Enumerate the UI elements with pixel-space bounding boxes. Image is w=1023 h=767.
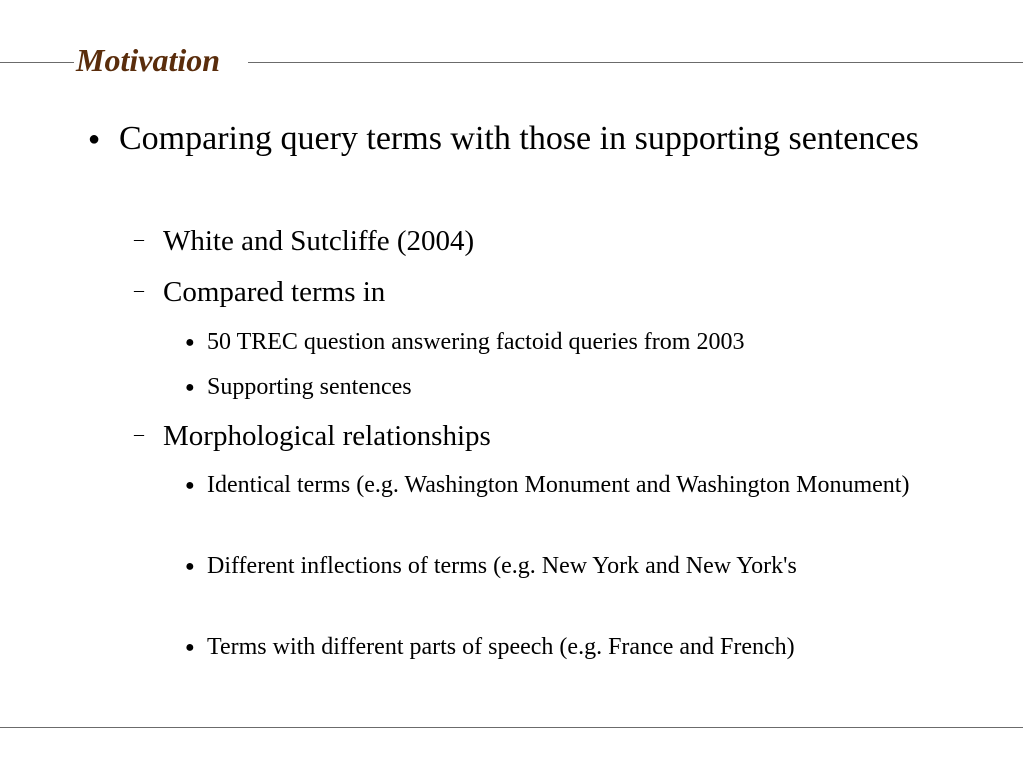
sub-bullet-compared-terms [134, 273, 965, 311]
dash-icon: – [134, 423, 144, 445]
sub-sub-bullet-trec-queries [185, 325, 965, 359]
bullet-text: Comparing query terms with those in supporting sentences [119, 120, 919, 157]
sub-sub-bullet-identical-terms [185, 468, 965, 502]
bullet-text: Terms with different parts of speech (e.g. France and French) [207, 634, 795, 660]
bullet-text: Morphological relationships [163, 420, 491, 452]
sub-sub-bullet-supporting-sentences [185, 370, 965, 404]
dash-icon: – [134, 279, 144, 301]
bullet-dot-icon: ● [185, 379, 195, 396]
bullet-dot-icon: ● [185, 639, 195, 656]
footer-rule [0, 727, 1023, 728]
title-rule-left [0, 62, 74, 63]
bullet-dot-icon: ● [185, 477, 195, 494]
sub-sub-bullet-parts-of-speech [185, 630, 965, 664]
bullet-dot-icon: ● [185, 558, 195, 575]
bullet-dot-icon: ● [88, 128, 101, 150]
sub-bullet-white-sutcliffe [134, 222, 965, 260]
sub-sub-bullet-inflections [185, 549, 965, 583]
bullet-text: 50 TREC question answering factoid queries from 2003 [207, 329, 745, 355]
sub-bullet-morphological [134, 417, 965, 455]
slide-title: Motivation [76, 42, 221, 78]
bullet-text: Compared terms in [163, 276, 386, 308]
bullet-comparing-query-terms [88, 116, 965, 162]
title-rule-right [248, 62, 1023, 63]
bullet-dot-icon: ● [185, 334, 195, 351]
dash-icon: – [134, 228, 144, 250]
bullet-text: Identical terms (e.g. Washington Monument and Washington Monument) [207, 472, 910, 498]
bullet-text: White and Sutcliffe (2004) [163, 225, 475, 257]
bullet-text: Supporting sentences [207, 374, 412, 400]
bullet-text: Different inflections of terms (e.g. New York and New York's [207, 553, 797, 579]
